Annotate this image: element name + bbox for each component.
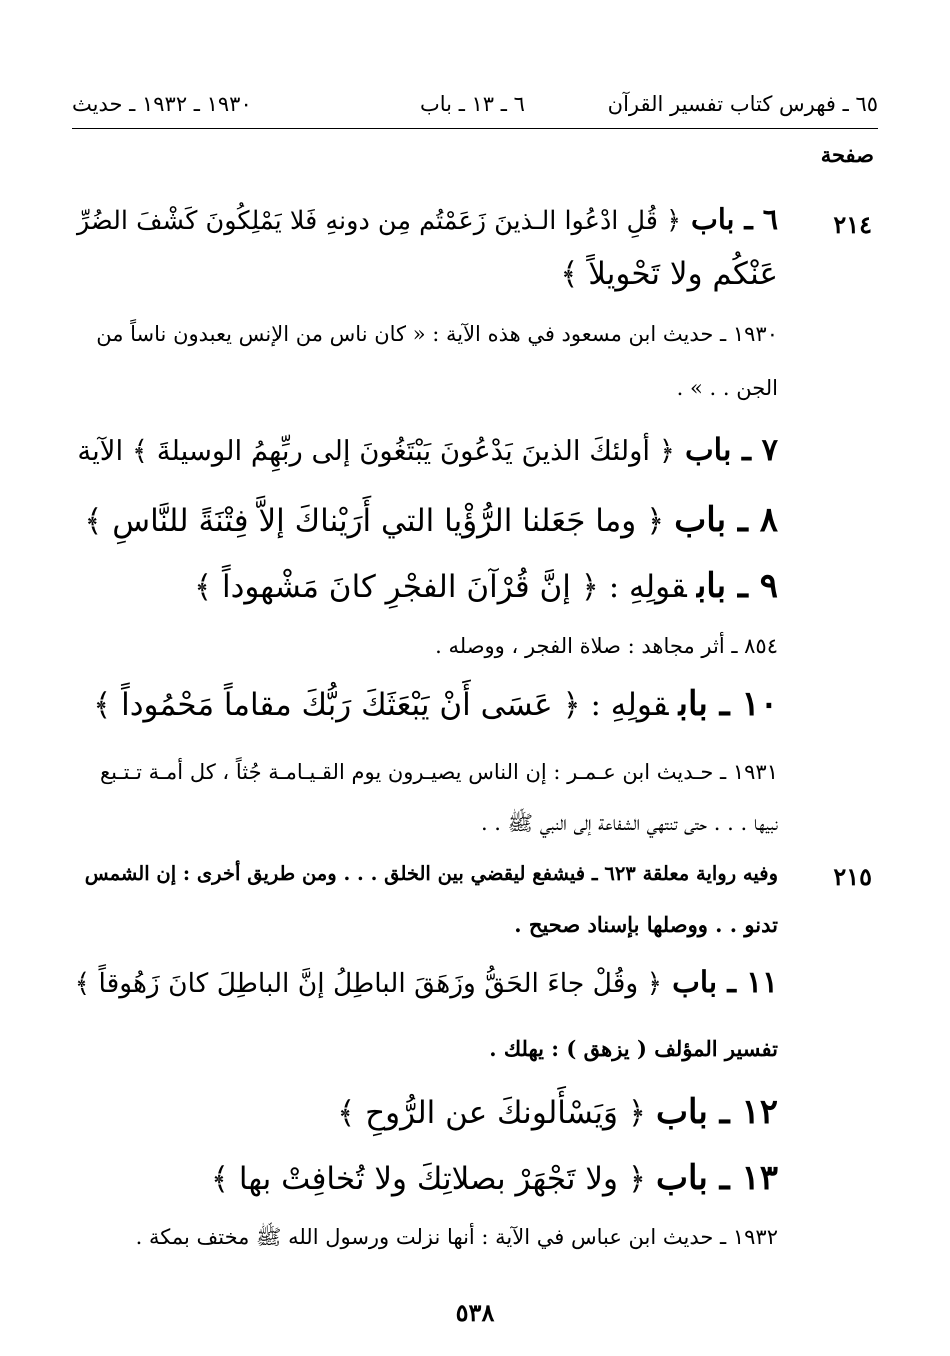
section-7-verse: ﴿ أولئكَ الذينَ يَدْعُونَ يَبْتَغُونَ إلى ربِّهِمُ الوسيلةَ ﴾ الآية (77, 435, 675, 467)
section-6-verse-cont: عَنْكُم ولا تَحْويلاً ﴾ (560, 256, 778, 292)
section-13-verse: ﴿ ولا تَجْهَرْ بصلاتِكَ ولا تُخافِتْ بها ﴾ (210, 1161, 646, 1197)
header-rule (72, 128, 878, 129)
page-number-214: ٢١٤ (833, 210, 872, 239)
section-9-label: ٩ ـ باب (696, 566, 778, 606)
section-9-heading (194, 566, 778, 606)
page-footer-number: ٥٣٨ (455, 1298, 495, 1327)
section-7-label: ٧ ـ باب (684, 432, 778, 468)
section-12-label: ١٢ ـ باب (656, 1092, 778, 1132)
author-tafsir: تفسير المؤلف ( يزهق ) : يهلك . (489, 1036, 778, 1061)
section-8-label: ٨ ـ باب (674, 500, 778, 540)
hadith-1930-line-1: ١٩٣٠ ـ حديث ابن مسعود في هذه الآية : « كان ناس من الإنس يعبدون ناساً من (96, 322, 778, 346)
section-10-verse: قولِهِ : ﴿ عَسَى أَنْ يَبْعَثَكَ رَبُّكَ مقاماً مَحْمُوداً ﴾ (93, 687, 669, 723)
section-11-heading (75, 964, 778, 999)
section-12-verse: ﴿ وَيَسْأَلونكَ عن الرُّوحِ ﴾ (337, 1095, 646, 1131)
hadith-1931-line-1: ١٩٣١ ـ حـديث ابن عـمـر : إن الناس يصيـرون يوم القـيـامـة جُثاً ، كل أمـة تـتـبع (99, 760, 778, 784)
page-column-label: صفحة (820, 142, 874, 167)
header-chapter-title: ٦٥ ـ فهرس كتاب تفسير القرآن (607, 92, 878, 116)
header-section-range: ٦ ـ ١٣ ـ باب (420, 92, 525, 116)
section-8-verse: ﴿ وما جَعَلنا الرُّؤْيا التي أَرَيْناكَ إلاَّ فِتْنَةً للنَّاسِ ﴾ (84, 503, 665, 539)
section-13-label: ١٣ ـ باب (656, 1158, 778, 1198)
section-7-heading (77, 432, 778, 468)
section-10-label: ١٠ ـ باب (678, 684, 778, 724)
hadith-1932: ١٩٣٢ ـ حديث ابن عباس في الآية : أنها نزلت ورسول الله ﷺ مختف بمكة . (135, 1225, 778, 1249)
section-11-verse: ﴿ وقُلْ جاءَ الحَقُّ وزَهَقَ الباطِلُ إنَّ الباطِلَ كانَ زَهُوقاً ﴾ (74, 968, 663, 999)
section-12-heading (337, 1092, 778, 1132)
section-8-heading (84, 500, 778, 540)
note-215-line-2: تدنو . . ووصلها بإسناد صحيح . (514, 912, 778, 937)
note-215-line-1: وفيه رواية معلقة ٦٢٣ ـ فيشفع ليقضي بين الخلق . . . ومن طريق أخرى : إن الشمس (84, 862, 778, 885)
header-hadith-range: ١٩٣٠ ـ ١٩٣٢ ـ حديث (72, 92, 252, 116)
section-13-heading (211, 1158, 778, 1198)
section-11-label: ١١ ـ باب (672, 964, 778, 999)
page-number-215: ٢١٥ (833, 862, 872, 891)
section-9-verse: قولِهِ : ﴿ إنَّ قُرْآنَ الفجْرِ كانَ مَشْهوداً ﴾ (193, 569, 687, 605)
athar-854: ٨٥٤ ـ أثر مجاهد : صلاة الفجر ، ووصله . (435, 634, 778, 658)
section-6-verse: ﴿ قُلِ ادْعُوا الـذينَ زَعَمْتُم مِن دونهِ فَلا يَمْلِكُونَ كَشْفَ الضُرِّ (76, 206, 682, 236)
hadith-1931-line-2: نبيها . . . حتى تنتهي الشفاعة إلى النبي ﷺ . . (480, 811, 778, 835)
hadith-1930-line-2: الجن . . » . (676, 376, 778, 400)
section-6-heading (77, 202, 778, 236)
section-10-heading (93, 684, 778, 724)
section-6-label: ٦ ـ باب (691, 202, 778, 236)
